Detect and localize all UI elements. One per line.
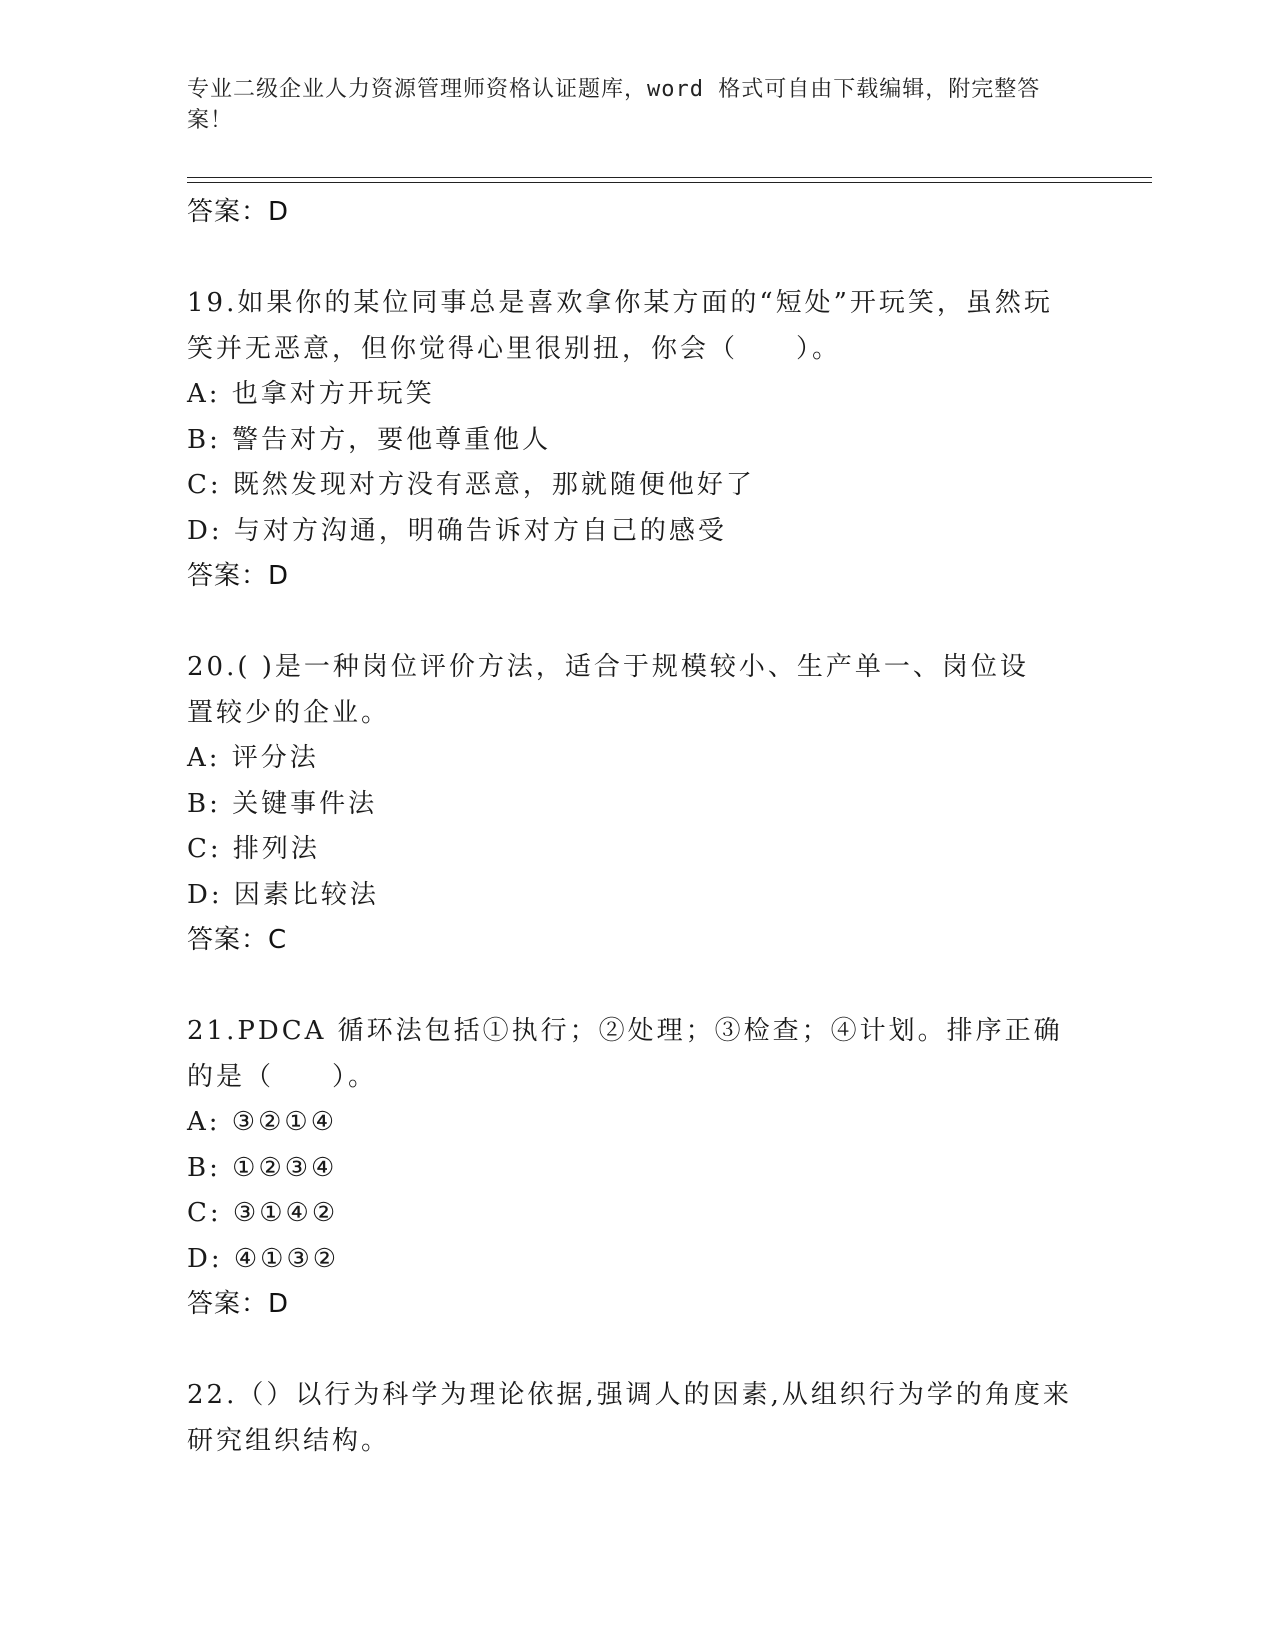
option-c: C: ③①④②	[187, 1198, 339, 1228]
question-21	[187, 1009, 1087, 1327]
question-text: 19.如果你的某位同事总是喜欢拿你某方面的“短处”开玩笑，虽然玩笑并无恶意，但你觉得心里很别扭，你会（ ）。	[187, 288, 1053, 364]
question-19	[187, 281, 1087, 599]
question-text: 20.( )是一种岗位评价方法，适合于规模较小、生产单一、岗位设置较少的企业。	[187, 652, 1029, 728]
option-d: D: 与对方沟通，明确告诉对方自己的感受	[187, 515, 727, 546]
answer: 答案：C	[187, 925, 288, 955]
answer: 答案：D	[187, 1289, 290, 1319]
question-text: 22.（）以行为科学为理论依据,强调人的因素,从组织行为学的角度来研究组织结构。	[187, 1380, 1072, 1456]
spacer	[187, 599, 1087, 645]
answer: 答案：D	[187, 561, 290, 591]
option-c: C: 既然发现对方没有恶意，那就随便他好了	[187, 470, 755, 500]
spacer	[187, 963, 1087, 1009]
option-a: A: ③②①④	[187, 1107, 338, 1137]
previous-answer: 答案：D	[187, 197, 290, 227]
option-b: B: 警告对方，要他尊重他人	[187, 424, 552, 455]
spacer	[187, 235, 1087, 281]
option-a: A: 也拿对方开玩笑	[187, 379, 435, 409]
option-b: B: 关键事件法	[187, 788, 378, 819]
option-c: C: 排列法	[187, 834, 320, 864]
question-text: 21.PDCA 循环法包括①执行；②处理；③检查；④计划。排序正确的是（ ）。	[187, 1016, 1063, 1092]
question-22	[187, 1373, 1087, 1464]
question-list	[187, 190, 1087, 1464]
option-d: D: 因素比较法	[187, 879, 379, 910]
header-divider-top	[187, 177, 1152, 178]
option-d: D: ④①③②	[187, 1243, 340, 1274]
question-20	[187, 645, 1087, 963]
spacer	[187, 1327, 1087, 1373]
page-header: 专业二级企业人力资源管理师资格认证题库，word 格式可自由下载编辑，附完整答案！	[187, 77, 1041, 133]
option-b: B: ①②③④	[187, 1152, 338, 1183]
option-a: A: 评分法	[187, 743, 319, 773]
header-divider-bottom	[187, 182, 1152, 183]
